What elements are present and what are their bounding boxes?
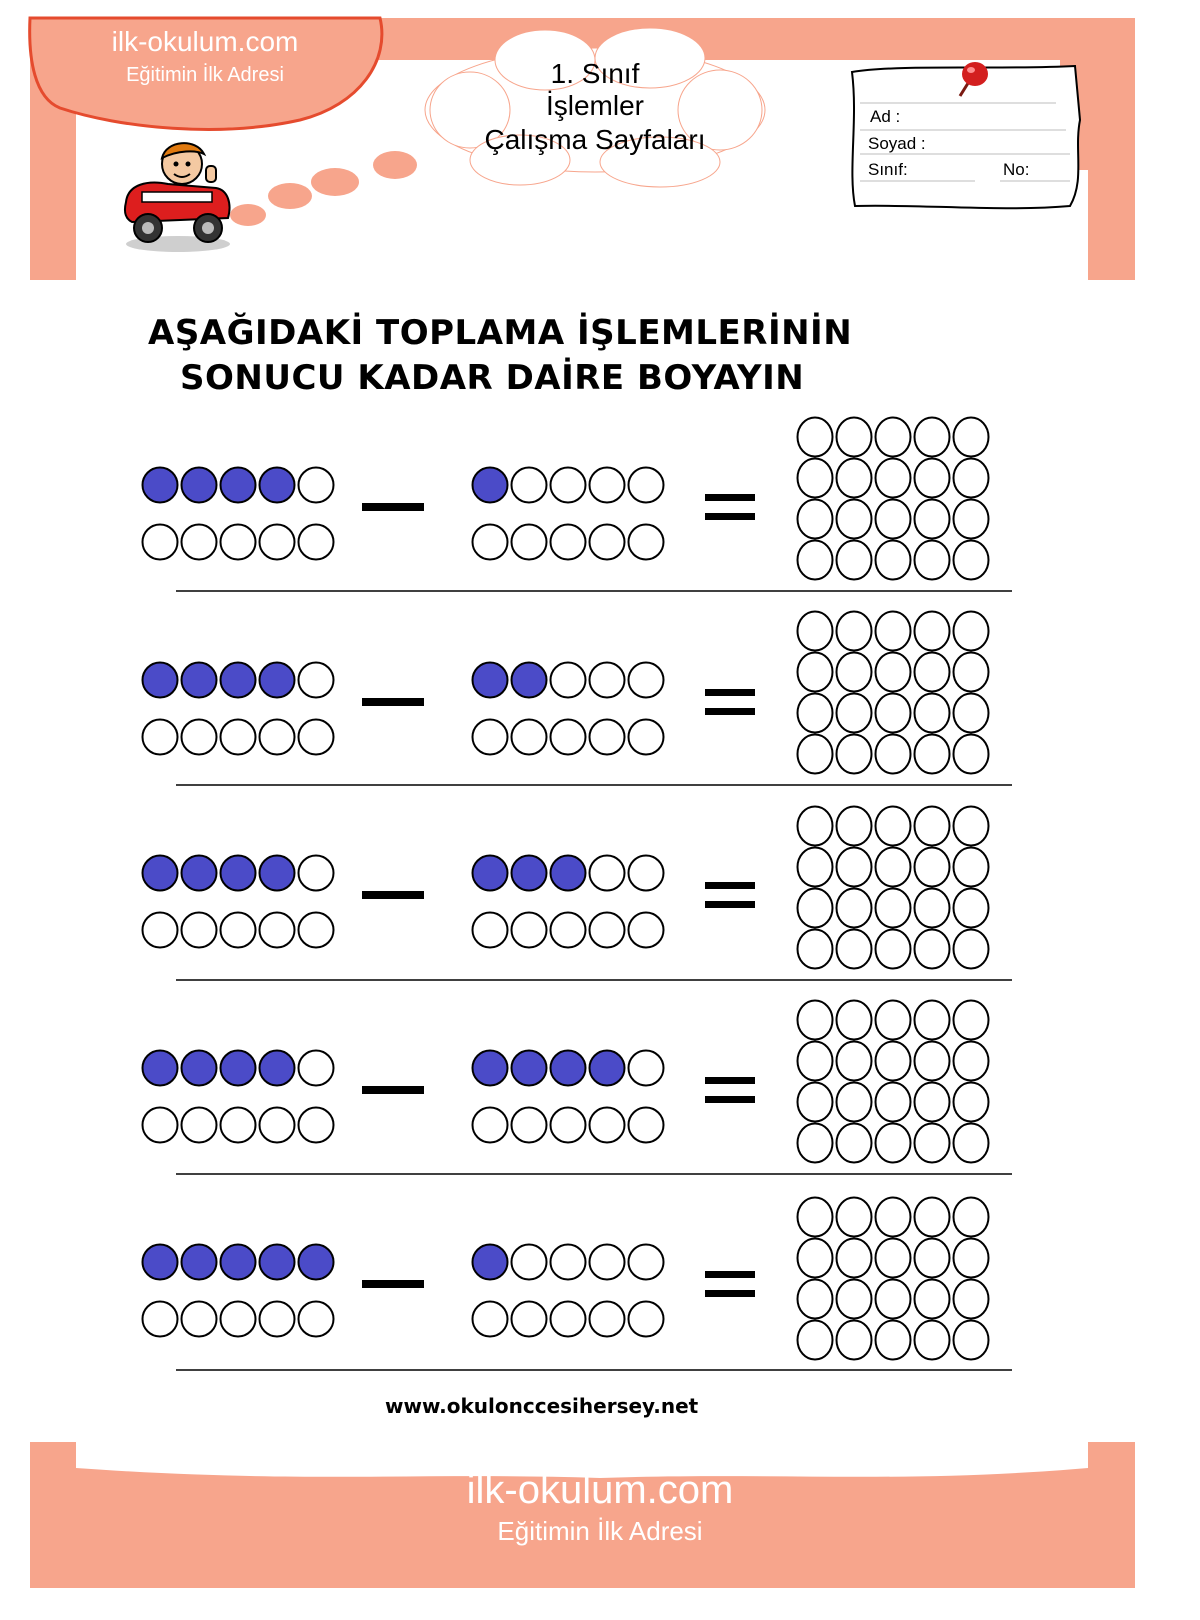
empty-circle xyxy=(473,720,508,755)
filled-circle xyxy=(143,468,178,503)
answer-circle[interactable] xyxy=(954,807,989,846)
answer-circle[interactable] xyxy=(798,694,833,733)
answer-circle[interactable] xyxy=(798,1042,833,1081)
answer-circle[interactable] xyxy=(837,1321,872,1360)
answer-circle[interactable] xyxy=(876,1198,911,1237)
answer-circle[interactable] xyxy=(837,1083,872,1122)
footer-tagline: Eğitimin İlk Adresi xyxy=(497,1516,703,1546)
answer-circle[interactable] xyxy=(798,930,833,969)
answer-circle[interactable] xyxy=(876,807,911,846)
equals-sign-icon xyxy=(705,494,755,501)
answer-circle[interactable] xyxy=(915,848,950,887)
empty-circle xyxy=(629,1108,664,1143)
answer-circle[interactable] xyxy=(837,1124,872,1163)
answer-circle[interactable] xyxy=(876,653,911,692)
filled-circle xyxy=(182,1051,217,1086)
empty-circle xyxy=(551,1245,586,1280)
answer-circle[interactable] xyxy=(837,612,872,651)
answer-circle[interactable] xyxy=(798,848,833,887)
answer-circle[interactable] xyxy=(876,1042,911,1081)
empty-circle xyxy=(299,468,334,503)
answer-circle[interactable] xyxy=(837,848,872,887)
empty-circle xyxy=(221,1108,256,1143)
filled-circle xyxy=(473,1051,508,1086)
empty-circle xyxy=(629,720,664,755)
answer-circle[interactable] xyxy=(798,653,833,692)
empty-circle xyxy=(299,663,334,698)
answer-circle[interactable] xyxy=(876,541,911,580)
filled-circle xyxy=(221,663,256,698)
empty-circle xyxy=(512,1108,547,1143)
empty-circle xyxy=(629,856,664,891)
equals-sign-icon xyxy=(705,1271,755,1278)
answer-circle[interactable] xyxy=(798,1124,833,1163)
answer-circle[interactable] xyxy=(915,500,950,539)
answer-circle[interactable] xyxy=(915,653,950,692)
empty-circle xyxy=(260,1108,295,1143)
answer-circle[interactable] xyxy=(915,735,950,774)
empty-circle xyxy=(299,1108,334,1143)
empty-circle xyxy=(512,913,547,948)
answer-circle[interactable] xyxy=(837,1001,872,1040)
filled-circle xyxy=(551,1051,586,1086)
answer-circle[interactable] xyxy=(798,612,833,651)
answer-circle[interactable] xyxy=(876,459,911,498)
filled-circle xyxy=(512,856,547,891)
answer-circle[interactable] xyxy=(954,653,989,692)
empty-circle xyxy=(590,663,625,698)
filled-circle xyxy=(260,1051,295,1086)
answer-circle[interactable] xyxy=(876,418,911,457)
answer-circle[interactable] xyxy=(954,541,989,580)
equals-sign-icon xyxy=(705,1077,755,1084)
minus-sign-icon xyxy=(362,891,424,899)
equals-sign-icon xyxy=(705,901,755,908)
empty-circle xyxy=(590,1302,625,1337)
answer-circle[interactable] xyxy=(954,1124,989,1163)
empty-circle xyxy=(473,1302,508,1337)
filled-circle xyxy=(260,856,295,891)
answer-circle[interactable] xyxy=(837,889,872,928)
answer-circle[interactable] xyxy=(798,500,833,539)
cloud-topic: İşlemler xyxy=(545,90,644,121)
empty-circle xyxy=(512,1302,547,1337)
filled-circle xyxy=(473,663,508,698)
answer-circle[interactable] xyxy=(798,1001,833,1040)
empty-circle xyxy=(551,525,586,560)
empty-circle xyxy=(260,913,295,948)
filled-circle xyxy=(473,856,508,891)
empty-circle xyxy=(260,1302,295,1337)
empty-circle xyxy=(182,1108,217,1143)
answer-circle[interactable] xyxy=(915,1124,950,1163)
filled-circle xyxy=(221,1051,256,1086)
empty-circle xyxy=(629,1302,664,1337)
equals-sign-icon xyxy=(705,708,755,715)
instruction-line-1: AŞAĞIDAKİ TOPLAMA İŞLEMLERİNİN xyxy=(148,313,853,353)
answer-circle[interactable] xyxy=(837,1042,872,1081)
answer-circle[interactable] xyxy=(954,1321,989,1360)
answer-circle[interactable] xyxy=(915,1198,950,1237)
logo-site-name[interactable]: ilk-okulum.com xyxy=(111,26,299,57)
answer-circle[interactable] xyxy=(954,889,989,928)
answer-circle[interactable] xyxy=(915,1239,950,1278)
footer-site-name[interactable]: ilk-okulum.com xyxy=(466,1468,734,1512)
empty-circle xyxy=(512,720,547,755)
answer-circle[interactable] xyxy=(798,889,833,928)
cloud-grade: 1. Sınıf xyxy=(550,58,640,89)
minus-sign-icon xyxy=(362,1280,424,1288)
empty-circle xyxy=(590,1245,625,1280)
number-label: No: xyxy=(1003,160,1030,179)
equals-sign-icon xyxy=(705,513,755,520)
website-url[interactable]: www.okulonccesihersey.net xyxy=(385,1394,699,1418)
answer-circle[interactable] xyxy=(876,1001,911,1040)
cloud-title: Çalışma Sayfaları xyxy=(484,124,706,155)
answer-circle[interactable] xyxy=(954,848,989,887)
empty-circle xyxy=(629,913,664,948)
answer-circle[interactable] xyxy=(798,735,833,774)
answer-circle[interactable] xyxy=(915,1001,950,1040)
answer-circle[interactable] xyxy=(798,1280,833,1319)
filled-circle xyxy=(143,1245,178,1280)
filled-circle xyxy=(260,1245,295,1280)
equals-sign-icon xyxy=(705,1290,755,1297)
filled-circle xyxy=(551,856,586,891)
empty-circle xyxy=(299,1302,334,1337)
answer-circle[interactable] xyxy=(798,1321,833,1360)
answer-circle[interactable] xyxy=(954,459,989,498)
minus-sign-icon xyxy=(362,1086,424,1094)
answer-circle[interactable] xyxy=(876,848,911,887)
equals-sign-icon xyxy=(705,882,755,889)
answer-circle[interactable] xyxy=(798,541,833,580)
answer-circle[interactable] xyxy=(798,1239,833,1278)
class-label: Sınıf: xyxy=(868,160,908,179)
empty-circle xyxy=(512,468,547,503)
answer-circle[interactable] xyxy=(837,930,872,969)
filled-circle xyxy=(182,468,217,503)
filled-circle xyxy=(182,1245,217,1280)
filled-circle xyxy=(260,663,295,698)
empty-circle xyxy=(299,1051,334,1086)
answer-circle[interactable] xyxy=(798,459,833,498)
answer-circle[interactable] xyxy=(837,694,872,733)
answer-circle[interactable] xyxy=(954,1198,989,1237)
empty-circle xyxy=(590,468,625,503)
answer-circle[interactable] xyxy=(954,930,989,969)
filled-circle xyxy=(299,1245,334,1280)
equals-sign-icon xyxy=(705,689,755,696)
empty-circle xyxy=(551,468,586,503)
answer-circle[interactable] xyxy=(798,807,833,846)
empty-circle xyxy=(182,1302,217,1337)
empty-circle xyxy=(629,663,664,698)
answer-circle[interactable] xyxy=(915,418,950,457)
filled-circle xyxy=(512,1051,547,1086)
empty-circle xyxy=(182,720,217,755)
answer-circle[interactable] xyxy=(837,541,872,580)
minus-sign-icon xyxy=(362,698,424,706)
empty-circle xyxy=(590,525,625,560)
empty-circle xyxy=(590,720,625,755)
empty-circle xyxy=(551,1108,586,1143)
answer-circle[interactable] xyxy=(915,694,950,733)
filled-circle xyxy=(473,1245,508,1280)
empty-circle xyxy=(473,913,508,948)
filled-circle xyxy=(221,856,256,891)
filled-circle xyxy=(221,1245,256,1280)
filled-circle xyxy=(182,856,217,891)
answer-circle[interactable] xyxy=(837,735,872,774)
answer-circle[interactable] xyxy=(915,459,950,498)
answer-circle[interactable] xyxy=(876,1124,911,1163)
empty-circle xyxy=(629,1245,664,1280)
answer-circle[interactable] xyxy=(876,1321,911,1360)
answer-circle[interactable] xyxy=(954,1042,989,1081)
answer-circle[interactable] xyxy=(837,653,872,692)
instruction-line-2: SONUCU KADAR DAİRE BOYAYIN xyxy=(180,358,805,398)
empty-circle xyxy=(590,913,625,948)
answer-circle[interactable] xyxy=(915,807,950,846)
empty-circle xyxy=(143,913,178,948)
surname-label: Soyad : xyxy=(868,134,926,153)
answer-circle[interactable] xyxy=(954,735,989,774)
empty-circle xyxy=(299,856,334,891)
answer-circle[interactable] xyxy=(798,1198,833,1237)
empty-circle xyxy=(473,1108,508,1143)
answer-circle[interactable] xyxy=(837,1280,872,1319)
empty-circle xyxy=(629,1051,664,1086)
answer-circle[interactable] xyxy=(837,418,872,457)
filled-circle xyxy=(473,468,508,503)
equals-sign-icon xyxy=(705,1096,755,1103)
empty-circle xyxy=(551,913,586,948)
filled-circle xyxy=(143,663,178,698)
empty-circle xyxy=(182,913,217,948)
filled-circle xyxy=(182,663,217,698)
answer-circle[interactable] xyxy=(876,500,911,539)
empty-circle xyxy=(551,720,586,755)
empty-circle xyxy=(299,913,334,948)
answer-circle[interactable] xyxy=(915,541,950,580)
answer-circle[interactable] xyxy=(876,612,911,651)
empty-circle xyxy=(590,856,625,891)
answer-circle[interactable] xyxy=(915,1083,950,1122)
answer-circle[interactable] xyxy=(837,459,872,498)
empty-circle xyxy=(512,1245,547,1280)
empty-circle xyxy=(629,525,664,560)
answer-circle[interactable] xyxy=(954,612,989,651)
answer-circle[interactable] xyxy=(837,500,872,539)
answer-circle[interactable] xyxy=(876,1083,911,1122)
answer-circle[interactable] xyxy=(954,418,989,457)
empty-circle xyxy=(260,525,295,560)
empty-circle xyxy=(143,1108,178,1143)
minus-sign-icon xyxy=(362,503,424,511)
filled-circle xyxy=(143,1051,178,1086)
answer-circle[interactable] xyxy=(915,1042,950,1081)
answer-circle[interactable] xyxy=(915,889,950,928)
filled-circle xyxy=(590,1051,625,1086)
empty-circle xyxy=(182,525,217,560)
answer-circle[interactable] xyxy=(837,807,872,846)
answer-circle[interactable] xyxy=(837,1239,872,1278)
empty-circle xyxy=(221,720,256,755)
empty-circle xyxy=(590,1108,625,1143)
answer-circle[interactable] xyxy=(876,1280,911,1319)
empty-circle xyxy=(143,1302,178,1337)
name-label: Ad : xyxy=(870,107,901,126)
empty-circle xyxy=(299,525,334,560)
answer-circle[interactable] xyxy=(954,1083,989,1122)
answer-circle[interactable] xyxy=(837,1198,872,1237)
empty-circle xyxy=(512,525,547,560)
answer-circle[interactable] xyxy=(954,1280,989,1319)
answer-circle[interactable] xyxy=(876,735,911,774)
empty-circle xyxy=(551,1302,586,1337)
filled-circle xyxy=(512,663,547,698)
answer-circle[interactable] xyxy=(915,612,950,651)
empty-circle xyxy=(221,1302,256,1337)
answer-circle[interactable] xyxy=(876,694,911,733)
empty-circle xyxy=(221,525,256,560)
empty-circle xyxy=(551,663,586,698)
answer-circle[interactable] xyxy=(915,1280,950,1319)
empty-circle xyxy=(221,913,256,948)
empty-circle xyxy=(473,525,508,560)
answer-circle[interactable] xyxy=(954,1001,989,1040)
logo-tagline: Eğitimin İlk Adresi xyxy=(126,64,284,86)
answer-circle[interactable] xyxy=(876,930,911,969)
empty-circle xyxy=(299,720,334,755)
answer-circle[interactable] xyxy=(915,930,950,969)
filled-circle xyxy=(143,856,178,891)
answer-circle[interactable] xyxy=(954,500,989,539)
answer-circle[interactable] xyxy=(954,694,989,733)
empty-circle xyxy=(143,525,178,560)
answer-circle[interactable] xyxy=(876,889,911,928)
answer-circle[interactable] xyxy=(798,418,833,457)
filled-circle xyxy=(260,468,295,503)
empty-circle xyxy=(143,720,178,755)
filled-circle xyxy=(221,468,256,503)
answer-circle[interactable] xyxy=(798,1083,833,1122)
empty-circle xyxy=(629,468,664,503)
answer-circle[interactable] xyxy=(915,1321,950,1360)
empty-circle xyxy=(260,720,295,755)
answer-circle[interactable] xyxy=(954,1239,989,1278)
answer-circle[interactable] xyxy=(876,1239,911,1278)
